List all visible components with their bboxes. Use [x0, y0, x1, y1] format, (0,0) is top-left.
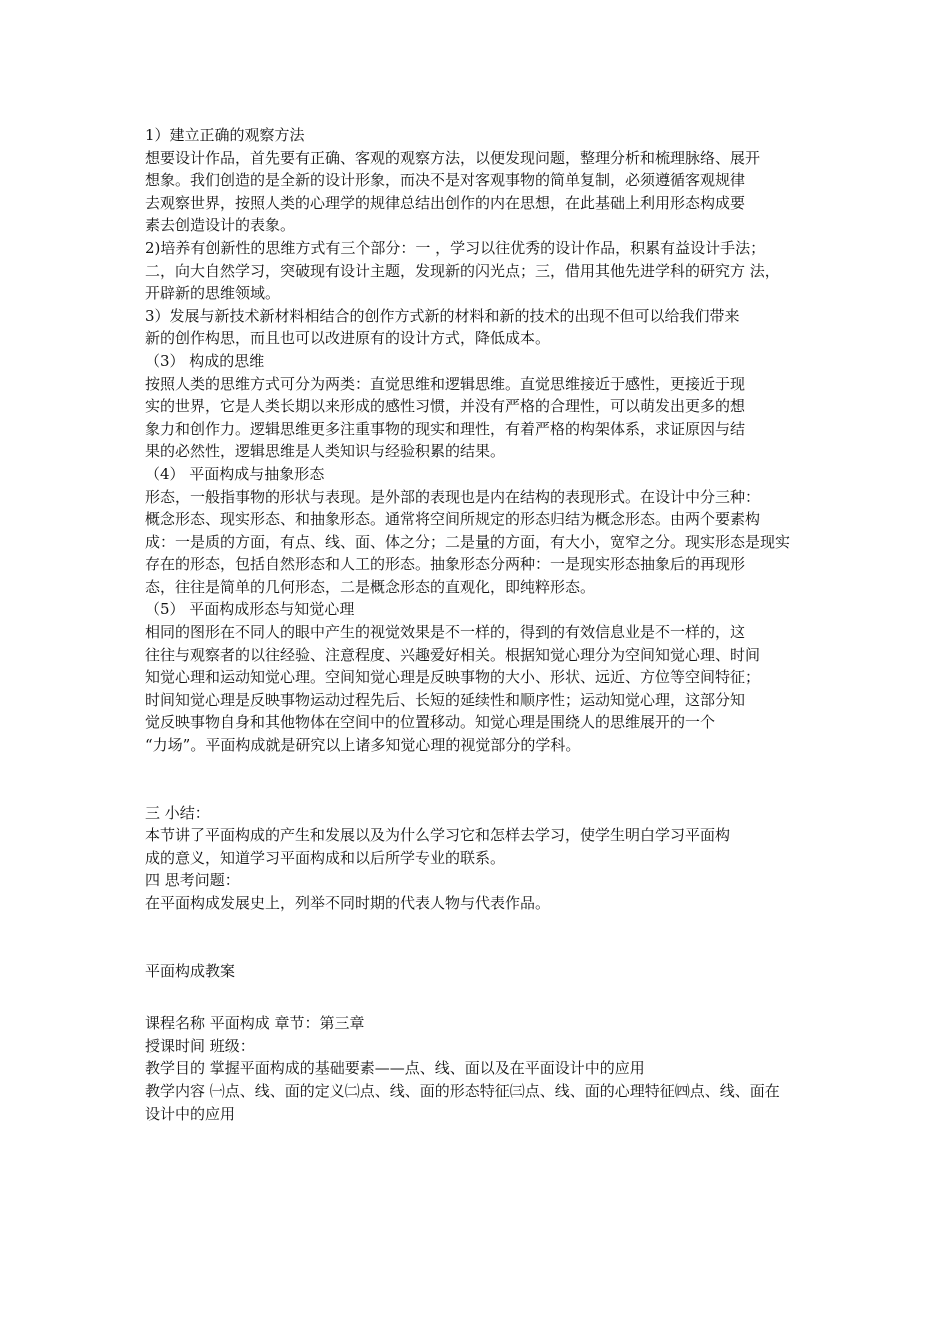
- teaching-content: 教学内容 ㈠点、线、面的定义㈡点、线、面的形态特征㈢点、线、面的心理特征㈣点、线、面在: [145, 1081, 780, 1100]
- paragraph-line: 按照人类的思维方式可分为两类：直觉思维和逻辑思维。直觉思维接近于感性，更接近于现: [145, 374, 746, 393]
- teaching-objective: 教学目的 掌握平面构成的基础要素——点、线、面以及在平面设计中的应用: [145, 1059, 645, 1078]
- paragraph-line: 开辟新的思维领域。: [145, 284, 281, 303]
- course-info: 课程名称 平面构成 章节：第三章: [145, 1014, 365, 1033]
- paragraph-line: 果的必然性，逻辑思维是人类知识与经验积累的结果。: [145, 442, 506, 461]
- paragraph-line: 实的世界，它是人类长期以来形成的感性习惯，并没有严格的合理性，可以萌发出更多的想: [145, 397, 746, 416]
- paragraph-line: 成：一是质的方面，有点、线、面、体之分；二是量的方面，有大小，宽窄之分。现实形态是现实: [145, 532, 791, 551]
- paragraph-line: 成的意义，知道学习平面构成和以后所学专业的联系。: [145, 848, 506, 867]
- paragraph-line: 二，向大自然学习，突破现有设计主题，发现新的闪光点；三，借用其他先进学科的研究方 法，: [145, 261, 780, 280]
- paragraph-line: 去观察世界，按照人类的心理学的规律总结出创作的内在思想，在此基础上利用形态构成要: [145, 193, 746, 212]
- document-page: [145, 124, 825, 1125]
- questions-heading: 四 思考问题：: [145, 871, 240, 890]
- paragraph-line: 往往与观察者的以往经验、注意程度、兴趣爱好相关。根据知觉心理分为空间知觉心理、时间: [145, 645, 761, 664]
- class-time-info: 授课时间 班级：: [145, 1036, 255, 1055]
- paragraph-line: 素去创造设计的表象。: [145, 216, 296, 235]
- section-heading: 1）建立正确的观察方法: [145, 126, 305, 144]
- paragraph-line: 概念形态、现实形态、和抽象形态。通常将空间所规定的形态归结为概念形态。由两个要素构: [145, 510, 761, 529]
- paragraph-line: 2)培养有创新性的思维方式有三个部分：一 ，学习以往优秀的设计作品，积累有益设计手法；: [145, 238, 766, 257]
- paragraph-line: 觉反映事物自身和其他物体在空间中的位置移动。知觉心理是围绕人的思维展开的一个: [145, 713, 716, 732]
- section-heading: （4） 平面构成与抽象形态: [145, 464, 325, 483]
- teaching-content: 设计中的应用: [145, 1104, 236, 1123]
- lesson-plan-title: 平面构成教案: [145, 961, 236, 980]
- summary-heading: 三 小结：: [145, 803, 210, 822]
- section-heading: （5） 平面构成形态与知觉心理: [145, 600, 355, 619]
- spacer: [145, 915, 825, 960]
- paragraph-line: 形态，一般指事物的形状与表现。是外部的表现也是内在结构的表现形式。在设计中分三种：: [145, 487, 761, 506]
- paragraph-line: 象力和创作力。逻辑思维更多注重事物的现实和理性，有着严格的构架体系，求证原因与结: [145, 419, 746, 438]
- section-heading: （3） 构成的思维: [145, 351, 265, 370]
- paragraph-line: 在平面构成发展史上，列举不同时期的代表人物与代表作品。: [145, 894, 551, 912]
- paragraph-line: 想象。我们创造的是全新的设计形象，而决不是对客观事物的简单复制，必须遵循客观规律: [145, 171, 746, 190]
- paragraph-line: 时间知觉心理是反映事物运动过程先后、长短的延续性和顺序性；运动知觉心理，这部分知: [145, 690, 746, 709]
- paragraph-line: 新的创作构思，而且也可以改进原有的设计方式，降低成本。: [145, 329, 551, 348]
- spacer: [145, 982, 825, 1012]
- paragraph-line: 相同的图形在不同人的眼中产生的视觉效果是不一样的，得到的有效信息业是不一样的，这: [145, 623, 746, 642]
- paragraph-line: 想要设计作品，首先要有正确、客观的观察方法，以便发现问题，整理分析和梳理脉络、展开: [145, 148, 761, 167]
- paragraph-line: 存在的形态，包括自然形态和人工的形态。抽象形态分两种：一是现实形态抽象后的再现形: [145, 555, 746, 574]
- paragraph-line: 知觉心理和运动知觉心理。空间知觉心理是反映事物的大小、形状、远近、方位等空间特征；: [145, 668, 761, 687]
- paragraph-line: “力场”。平面构成就是研究以上诸多知觉心理的视觉部分的学科。: [145, 736, 581, 755]
- spacer: [145, 757, 825, 802]
- paragraph-line: 3）发展与新技术新材料相结合的创作方式新的材料和新的技术的出现不但可以给我们带来: [145, 306, 740, 325]
- paragraph-line: 态，往往是简单的几何形态，二是概念形态的直观化，即纯粹形态。: [145, 577, 596, 596]
- paragraph-line: 本节讲了平面构成的产生和发展以及为什么学习它和怎样去学习，使学生明白学习平面构: [145, 826, 731, 845]
